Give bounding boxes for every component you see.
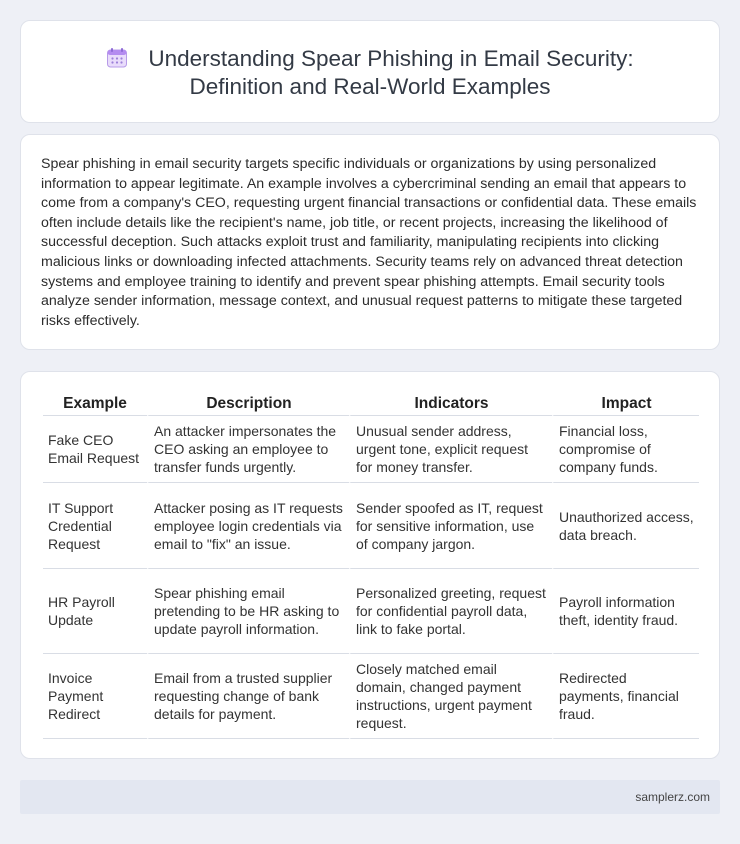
cell-example: Fake CEO Email Request xyxy=(43,416,147,483)
intro-paragraph: Spear phishing in email security targets specific individuals or organizations by using personalized information to appear legitimate. An example involves a cybercriminal sending an email that appears to come from a company's CEO, requesting urgent financial transactions or confidential data. These emails often include details like the recipient's name, job title, or recent projects, increasing the likelihood of successful deception. Such attacks exploit trust and familiarity, manipulating recipients into clicking malicious links or downloading infected attachments. Security teams rely on advanced threat detection systems and employee training to identify and prevent spear phishing attempts. Email security tools analyze sender information, message context, and unusual request patterns to mitigate these targeted risks effectively. xyxy=(41,156,697,329)
header-example: Example xyxy=(43,392,147,416)
cell-description: Attacker posing as IT requests employee login credentials via email to "fix" an issue. xyxy=(147,483,349,569)
cell-impact: Redirected payments, financial fraud. xyxy=(552,654,699,739)
intro-card xyxy=(20,134,720,350)
title-card xyxy=(20,20,720,123)
title-line-1: Understanding Spear Phishing in Email Security: xyxy=(148,46,634,71)
cell-example: IT Support Credential Request xyxy=(43,483,147,569)
cell-example: HR Payroll Update xyxy=(43,569,147,654)
table-row xyxy=(43,569,699,654)
footer-bar xyxy=(20,780,720,814)
cell-impact: Financial loss, compromise of company funds. xyxy=(552,416,699,483)
cell-description: An attacker impersonates the CEO asking an employee to transfer funds urgently. xyxy=(147,416,349,483)
page-title xyxy=(21,45,719,101)
cell-indicators: Personalized greeting, request for confidential payroll data, link to fake portal. xyxy=(349,569,552,654)
table-row xyxy=(43,416,699,483)
table-row xyxy=(43,654,699,739)
cell-impact: Payroll information theft, identity fraud. xyxy=(552,569,699,654)
table-header-row xyxy=(43,392,699,416)
header-description: Description xyxy=(147,392,349,416)
calendar-icon xyxy=(106,47,128,69)
footer-site-link[interactable]: samplerz.com xyxy=(635,790,710,804)
examples-table xyxy=(43,392,699,739)
cell-example: Invoice Payment Redirect xyxy=(43,654,147,739)
cell-indicators: Unusual sender address, urgent tone, explicit request for money transfer. xyxy=(349,416,552,483)
examples-table-card xyxy=(20,371,720,759)
cell-indicators: Sender spoofed as IT, request for sensitive information, use of company jargon. xyxy=(349,483,552,569)
cell-description: Email from a trusted supplier requesting change of bank details for payment. xyxy=(147,654,349,739)
header-impact: Impact xyxy=(552,392,699,416)
cell-description: Spear phishing email pretending to be HR asking to update payroll information. xyxy=(147,569,349,654)
title-line-2: Definition and Real-World Examples xyxy=(189,74,551,99)
table-row xyxy=(43,483,699,569)
header-indicators: Indicators xyxy=(349,392,552,416)
cell-indicators: Closely matched email domain, changed payment instructions, urgent payment request. xyxy=(349,654,552,739)
cell-impact: Unauthorized access, data breach. xyxy=(552,483,699,569)
